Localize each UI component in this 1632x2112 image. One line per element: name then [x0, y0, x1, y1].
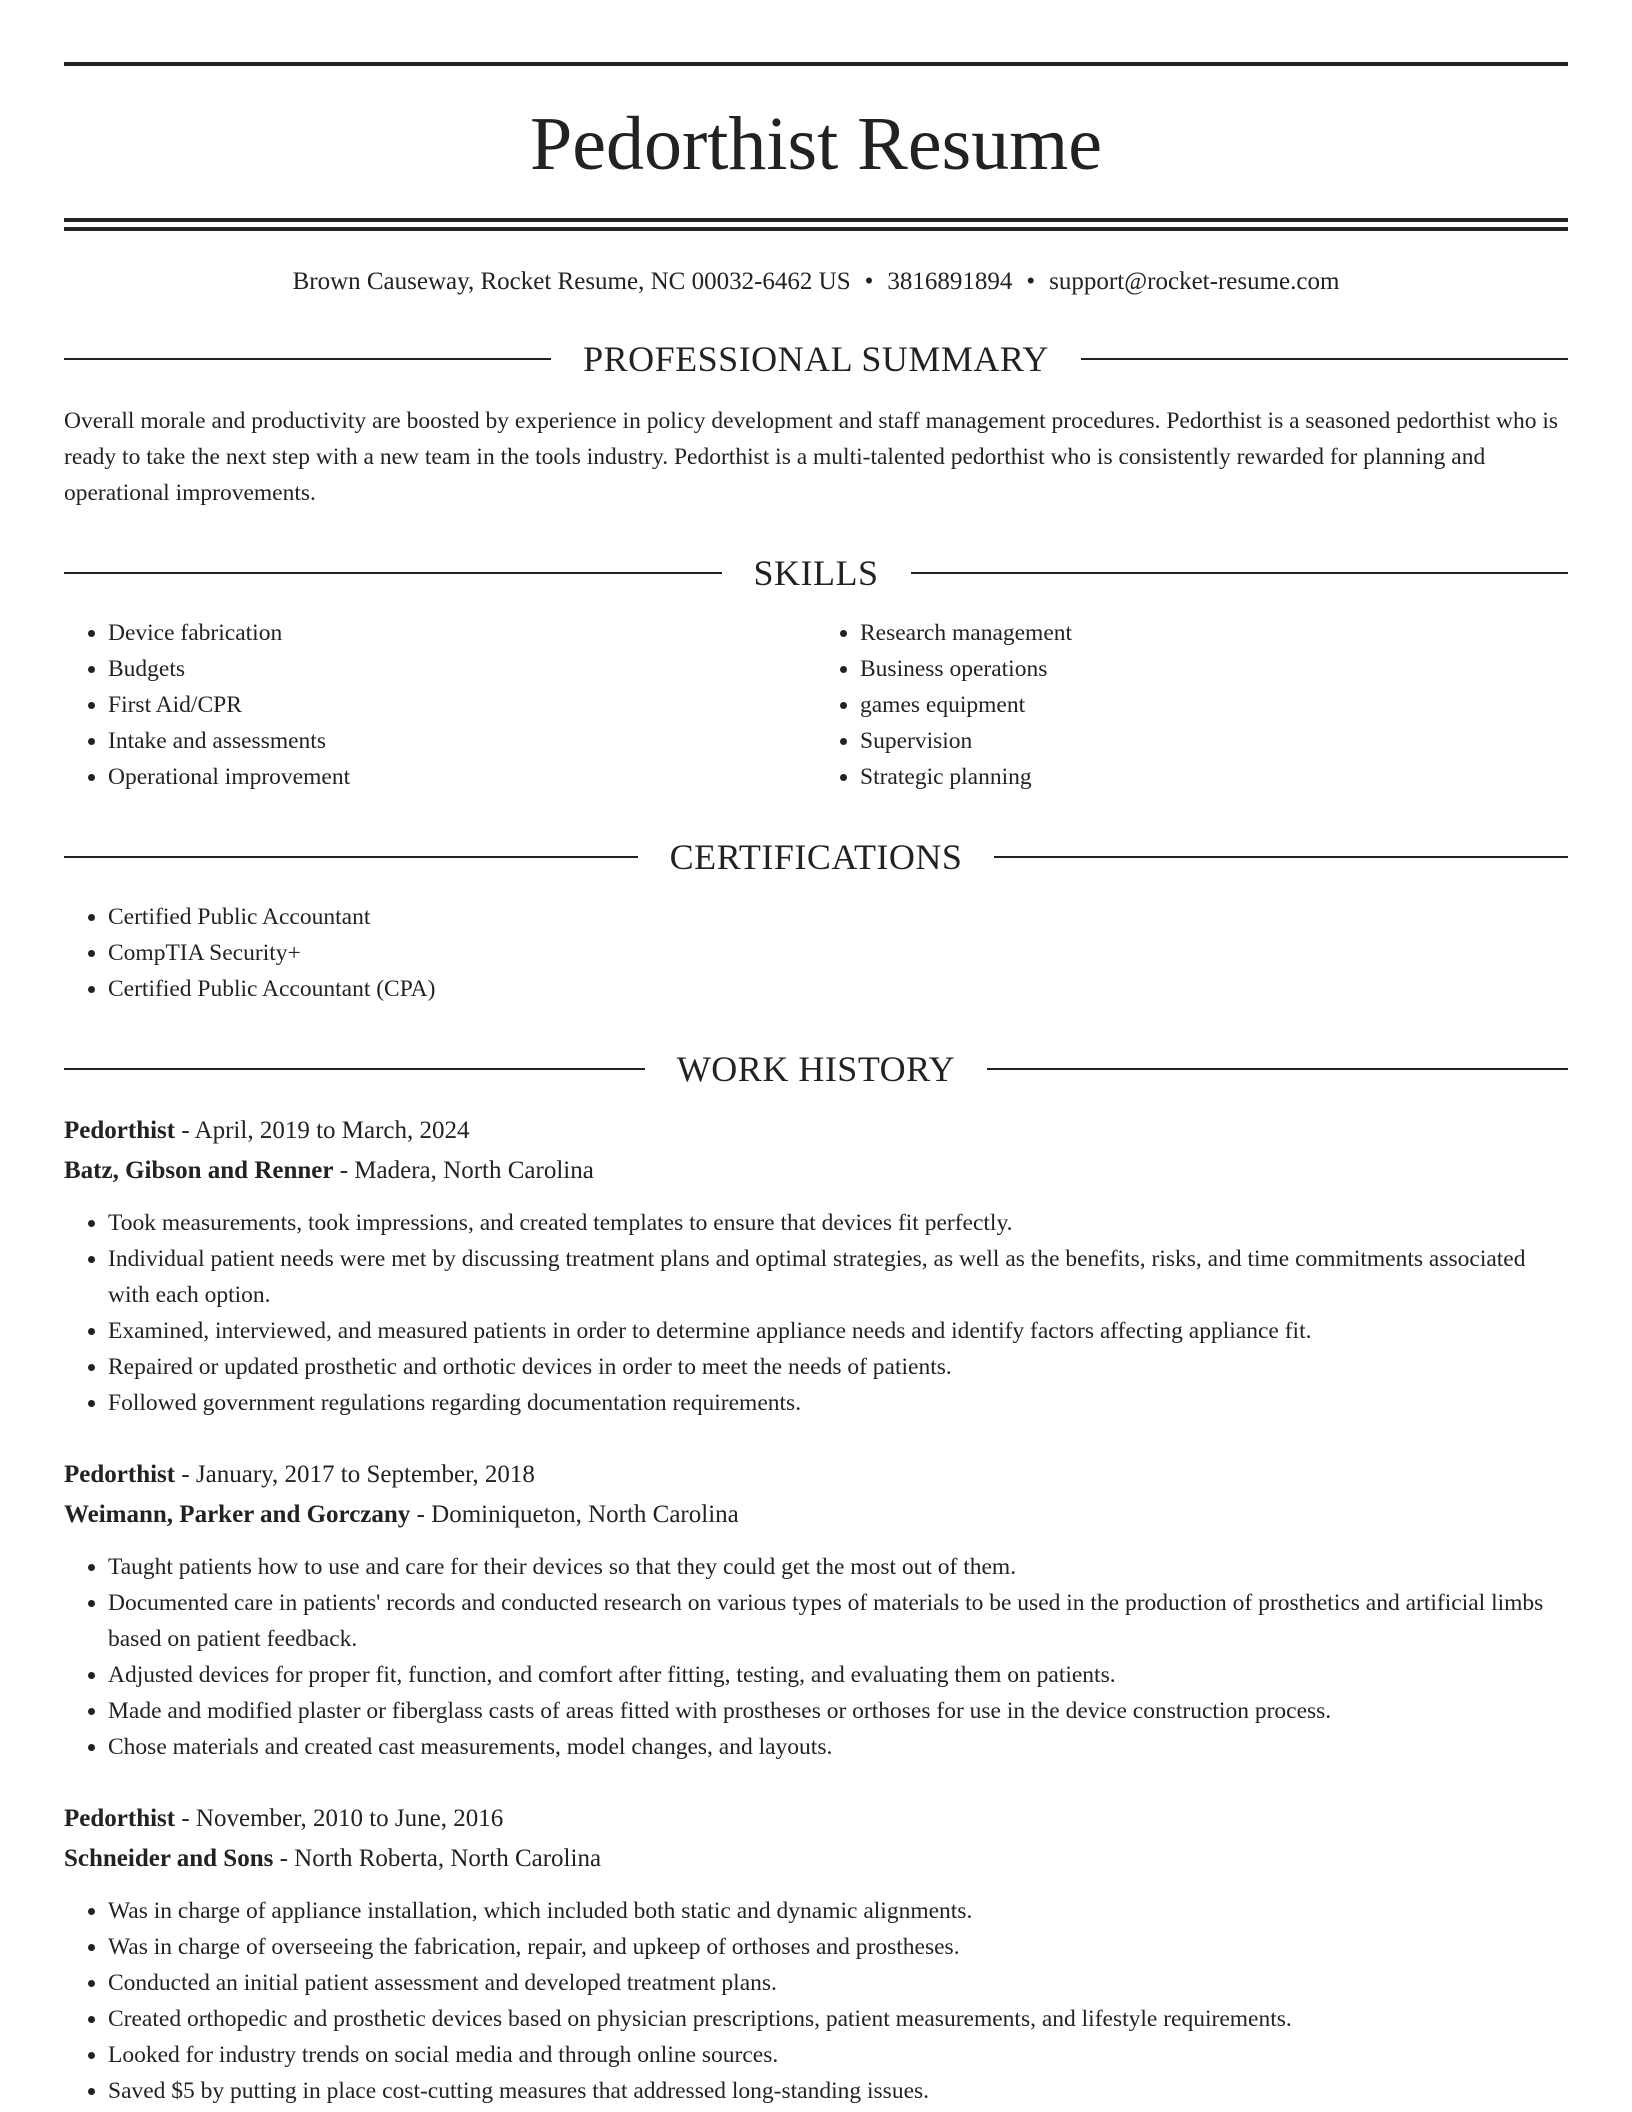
contact-email: support@rocket-resume.com: [1049, 268, 1340, 295]
job-company: Batz, Gibson and Renner: [64, 1157, 334, 1184]
section-rule: [64, 856, 638, 858]
job-entry: [64, 1111, 1568, 1421]
resume-title: Pedorthist Resume: [529, 102, 1103, 186]
skill-item: • Operational improvement: [108, 759, 816, 795]
section-rule: [911, 572, 1569, 574]
skills-heading: SKILLS: [753, 553, 879, 593]
job-company: Weimann, Parker and Gorczany: [64, 1501, 411, 1528]
skills-section-header: [64, 555, 1568, 591]
job-dates: - January, 2017 to September, 2018: [175, 1461, 535, 1488]
contact-line: [64, 267, 1568, 297]
skills-list-right: [816, 615, 1568, 795]
job-duties-list: [64, 1205, 1568, 1421]
skill-item: • Budgets: [108, 651, 816, 687]
skill-item: • games equipment: [860, 687, 1568, 723]
job-duty: • Created orthopedic and prosthetic devices based on physician prescriptions, patient measurements, and lifestyle requirements.: [108, 2001, 1568, 2037]
certification-item: • Certified Public Accountant: [108, 899, 1568, 935]
section-rule: [64, 572, 722, 574]
skill-item: • Supervision: [860, 723, 1568, 759]
title-double-rule: [64, 218, 1568, 231]
contact-separator: •: [864, 268, 874, 295]
certifications-heading: CERTIFICATIONS: [669, 837, 963, 877]
job-entry: [64, 1455, 1568, 1765]
top-rule: [64, 62, 1568, 66]
job-title: Pedorthist: [64, 1805, 176, 1832]
summary-heading: PROFESSIONAL SUMMARY: [583, 339, 1049, 379]
job-location: - North Roberta, North Carolina: [273, 1845, 602, 1872]
contact-phone: 3816891894: [887, 268, 1013, 295]
job-duty: • Was in charge of overseeing the fabrication, repair, and upkeep of orthoses and prostheses.: [108, 1929, 1568, 1965]
job-duty: • Looked for industry trends on social media and through online sources.: [108, 2037, 1568, 2073]
job-company: Schneider and Sons: [64, 1845, 274, 1872]
job-title-line: [64, 1799, 1568, 1839]
summary-section-header: [64, 341, 1568, 377]
work-section-header: [64, 1051, 1568, 1087]
job-duty: • Conducted an initial patient assessment and developed treatment plans.: [108, 1965, 1568, 2001]
job-company-line: [64, 1839, 1568, 1879]
job-entry: [64, 1799, 1568, 2109]
skills-columns: [64, 615, 1568, 795]
job-duties-list: [64, 1549, 1568, 1765]
skill-item: • Intake and assessments: [108, 723, 816, 759]
certification-item: • CompTIA Security+: [108, 935, 1568, 971]
job-duty: • Followed government regulations regarding documentation requirements.: [108, 1385, 1568, 1421]
skill-item: • Strategic planning: [860, 759, 1568, 795]
skill-item: • Device fabrication: [108, 615, 816, 651]
section-rule: [994, 856, 1568, 858]
skill-item: • First Aid/CPR: [108, 687, 816, 723]
job-title: Pedorthist: [64, 1461, 176, 1488]
job-dates: - April, 2019 to March, 2024: [175, 1117, 470, 1144]
summary-text: Overall morale and productivity are boosted by experience in policy development and staff management procedures. Pedorthist is a seasoned pedorthist who is ready to take the next step with a new team in the tools industry. Pedorthist is a multi-talented pedorthist who is consistently rewarded for planning and operational improvements.: [64, 408, 1558, 506]
job-duty: • Individual patient needs were met by discussing treatment plans and optimal strategies, as well as the benefits, risks, and time commitments associated with each option.: [108, 1241, 1568, 1313]
contact-separator: •: [1026, 268, 1036, 295]
section-rule: [1081, 358, 1568, 360]
work-heading: WORK HISTORY: [676, 1049, 956, 1089]
skill-item: • Business operations: [860, 651, 1568, 687]
job-location: - Dominiqueton, North Carolina: [410, 1501, 739, 1528]
job-location: - Madera, North Carolina: [333, 1157, 594, 1184]
certifications-section-header: [64, 839, 1568, 875]
job-company-line: [64, 1495, 1568, 1535]
section-rule: [987, 1068, 1568, 1070]
job-dates: - November, 2010 to June, 2016: [175, 1805, 504, 1832]
job-duty: • Taught patients how to use and care for their devices so that they could get the most out of them.: [108, 1549, 1568, 1585]
job-duty: • Adjusted devices for proper fit, function, and comfort after fitting, testing, and evaluating them on patients.: [108, 1657, 1568, 1693]
skills-list-left: [64, 615, 816, 795]
job-duty: • Chose materials and created cast measurements, model changes, and layouts.: [108, 1729, 1568, 1765]
job-duty: • Took measurements, took impressions, and created templates to ensure that devices fit perfectly.: [108, 1205, 1568, 1241]
section-rule: [64, 358, 551, 360]
job-duty: • Made and modified plaster or fiberglass casts of areas fitted with prostheses or orthoses for use in the device construction process.: [108, 1693, 1568, 1729]
contact-address: Brown Causeway, Rocket Resume, NC 00032-6462 US: [292, 268, 851, 295]
job-title-line: [64, 1111, 1568, 1151]
job-duty: • Examined, interviewed, and measured patients in order to determine appliance needs and identify factors affecting appliance fit.: [108, 1313, 1568, 1349]
job-title: Pedorthist: [64, 1117, 176, 1144]
job-duty: • Repaired or updated prosthetic and orthotic devices in order to meet the needs of patients.: [108, 1349, 1568, 1385]
skill-item: • Research management: [860, 615, 1568, 651]
job-duty: • Was in charge of appliance installation, which included both static and dynamic alignments.: [108, 1893, 1568, 1929]
job-duty: • Saved $5 by putting in place cost-cutting measures that addressed long-standing issues.: [108, 2073, 1568, 2109]
job-title-line: [64, 1455, 1568, 1495]
job-duty: • Documented care in patients' records and conducted research on various types of materials to be used in the production of prosthetics and artificial limbs based on patient feedback.: [108, 1585, 1568, 1657]
job-duties-list: [64, 1893, 1568, 2109]
section-rule: [64, 1068, 645, 1070]
certification-item: • Certified Public Accountant (CPA): [108, 971, 1568, 1007]
certifications-list: [64, 899, 1568, 1007]
job-company-line: [64, 1151, 1568, 1191]
